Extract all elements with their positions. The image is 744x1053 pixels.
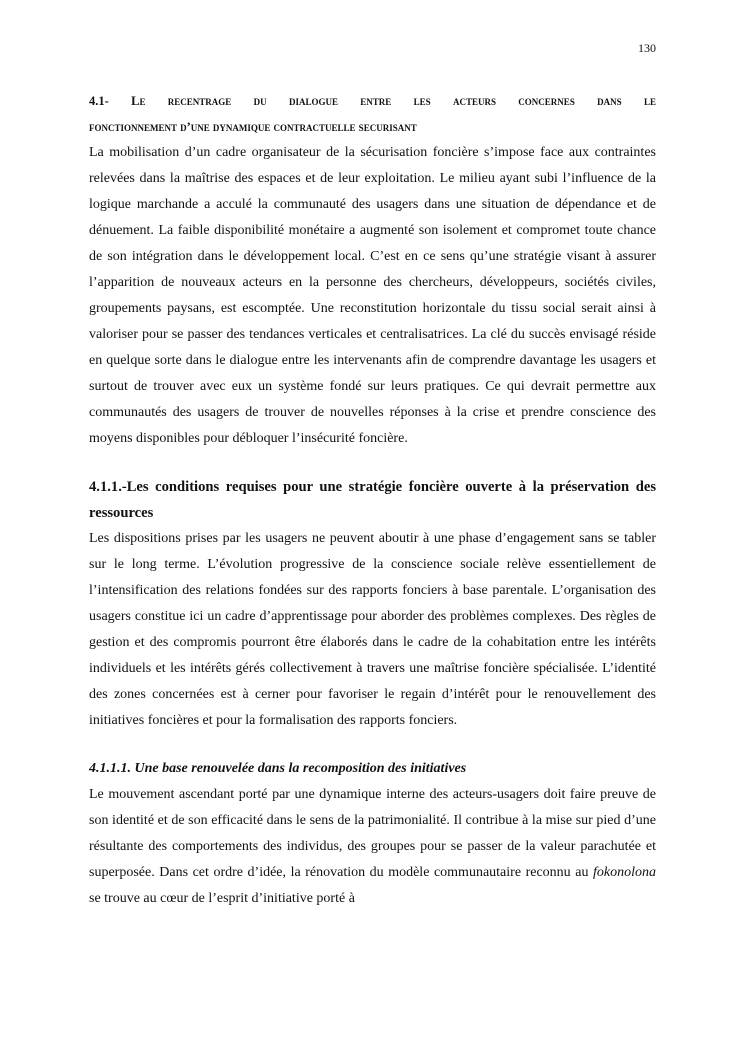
section-heading-4-1-line2: fonctionnement d’une dynamique contractuelle securisant bbox=[89, 120, 417, 134]
italic-term-fokonolona: fokonolona bbox=[593, 865, 656, 880]
page-number: 130 bbox=[638, 41, 656, 55]
section-heading-4-1 bbox=[89, 88, 656, 140]
section-heading-4-1-1: 4.1.1.-Les conditions requises pour une stratégie foncière ouverte à la préservation des ressources bbox=[89, 479, 656, 521]
section-4-1-paragraph: La mobilisation d’un cadre organisateur de la sécurisation foncière s’impose face aux contraintes relevées dans la maîtrise des espaces et de leur exploitation. Le milieu ayant subi l’influence de la logique marchande a acculé la communauté des usagers dans une situation de dépendance et de dénuement. La faible disponibilité monétaire a augmenté son isolement et compromet toute chance de son intégration dans le développement local. C’est en ce sens qu’une stratégie visant à assurer l’apparition de nouveaux acteurs en la personne des chercheurs, développeurs, sociétés civiles, groupements paysans, est escomptée. Une reconstitution horizontale du tissu social serait ainsi à valoriser pour se passer des tendances verticales et centralisatrices. La clé du succès envisagé réside en quelque sorte dans le dialogue entre les intervenants afin de comprendre davantage les usagers et surtout de trouver avec eux un système fondé sur leurs pratiques. Ce qui devrait permettre aux communautés des usagers de trouver de nouvelles réponses à la crise et prendre conscience des moyens disponibles pour débloquer l’insécurité foncière. bbox=[89, 145, 656, 446]
paragraph-text-end: se trouve au cœur de l’esprit d’initiative porté à bbox=[89, 891, 355, 906]
section-heading-4-1-line1: 4.1- Le recentrage du dialogue entre les acteurs concernes dans le bbox=[89, 94, 656, 108]
paragraph-text-start: Le mouvement ascendant porté par une dynamique interne des acteurs-usagers doit faire preuve de son identité et de son efficacité dans le sens de la patrimonialité. Il contribue à la mise sur pied d’une résultante des comportements des individus, des groupes pour se passer de la valeur parachutée et superposée. Dans cet ordre d’idée, la rénovation du modèle communautaire reconnu au bbox=[89, 787, 656, 880]
section-4-1-1-paragraph: Les dispositions prises par les usagers ne peuvent aboutir à une phase d’engagement sans se tabler sur le long terme. L’évolution progressive de la conscience sociale relève essentiellement de l’intensification des relations fondées sur des rapports fonciers à base parentale. L’organisation des usagers constitue ici un cadre d’apprentissage pour aborder des problèmes complexes. Des règles de gestion et des compromis pourront être élaborés dans le cadre de la cohabitation entre les intérêts individuels et les intérêts gérés collectivement à travers une maîtrise foncière spécialisée. L’identité des zones concernées est à cerner pour favoriser le regain d’intérêt pour le renouvellement des initiatives foncières et pour la formalisation des rapports fonciers. bbox=[89, 531, 656, 728]
section-4-1-1-1-paragraph bbox=[89, 782, 656, 912]
page-content bbox=[89, 88, 656, 912]
section-heading-4-1-1-1: 4.1.1.1. Une base renouvelée dans la recomposition des initiatives bbox=[89, 761, 467, 776]
